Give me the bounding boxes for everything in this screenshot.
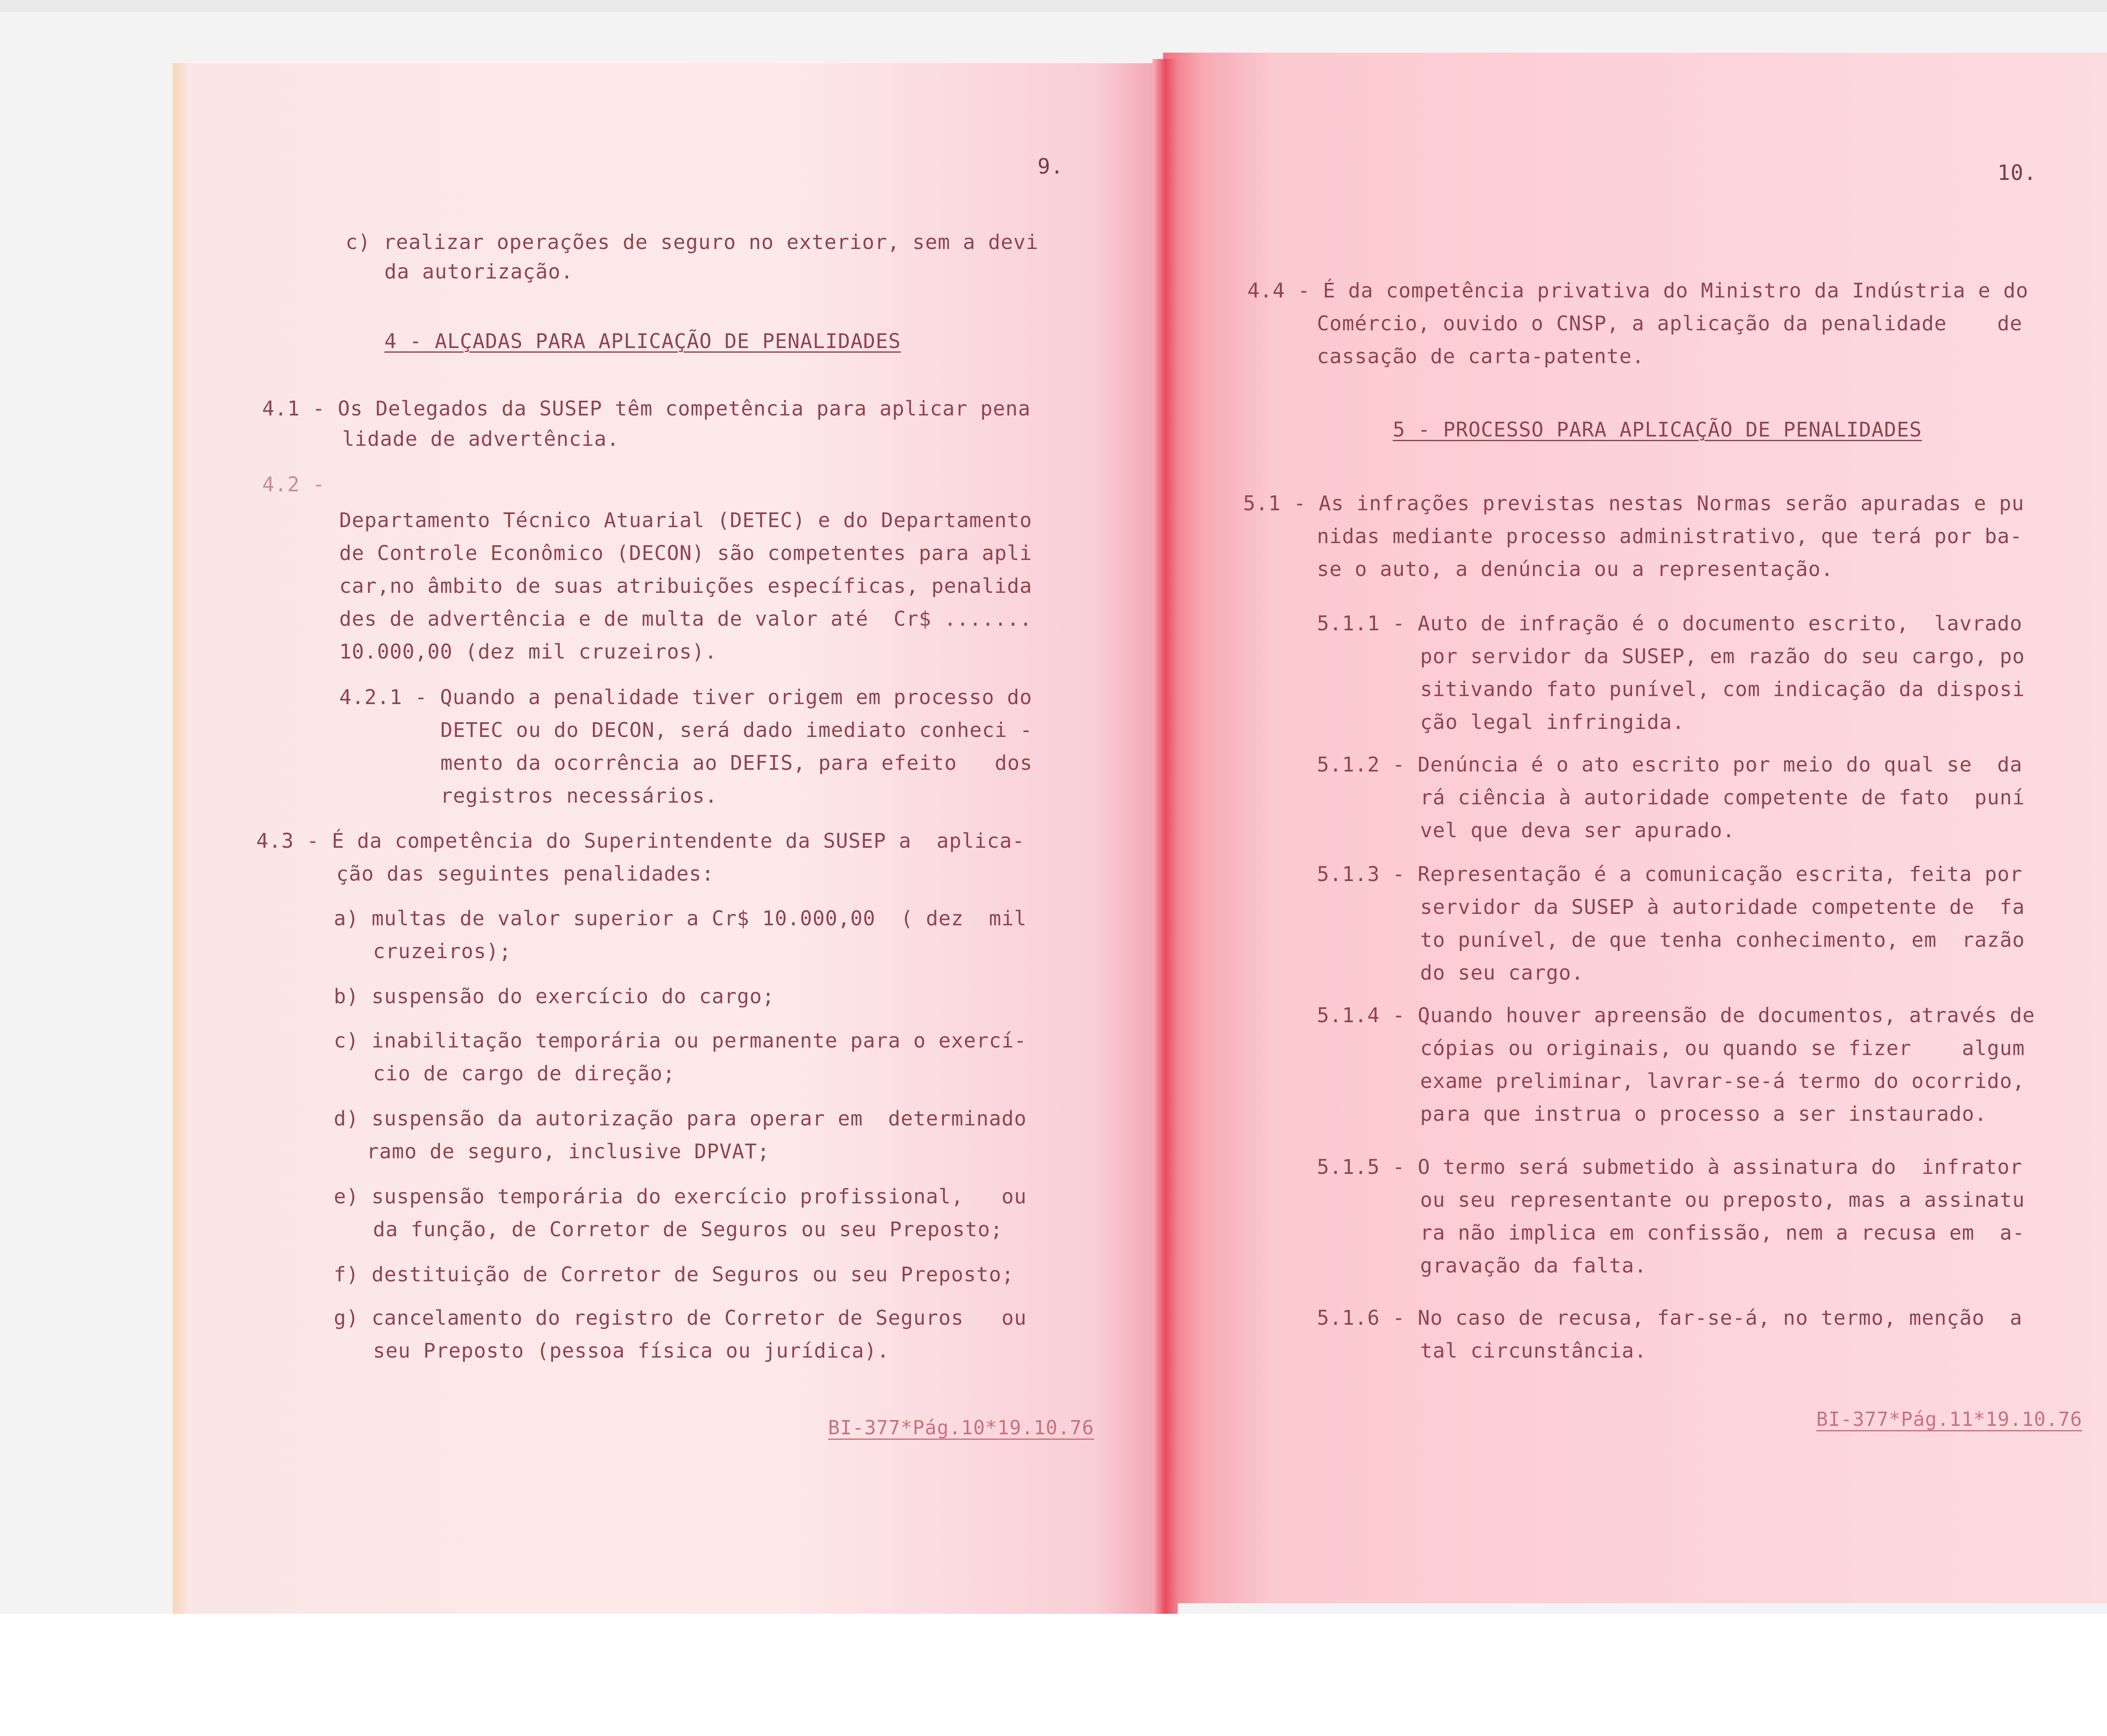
left-line: 4.1 - Os Delegados da SUSEP têm competência para aplicar pena [262, 397, 1031, 421]
right-page-number: 10. [1997, 161, 2037, 185]
left-line: a) multas de valor superior a Cr$ 10.000,00 ( dez mil [334, 907, 1027, 930]
right-line: do seu cargo. [1420, 961, 1584, 985]
right-line: exame preliminar, lavrar-se-á termo do ocorrido, [1420, 1069, 2025, 1093]
left-line: c) realizar operações de seguro no exterior, sem a devi [346, 230, 1039, 254]
right-line: ra não implica em confissão, nem a recusa em a- [1420, 1221, 2025, 1245]
left-line: da autorização. [384, 260, 574, 284]
right-line: 5.1.6 - No caso de recusa, far-se-á, no termo, menção a [1317, 1306, 2023, 1330]
left-line: ramo de seguro, inclusive DPVAT; [367, 1140, 770, 1163]
right-page-footer: BI-377*Pág.11*19.10.76 [1816, 1408, 2083, 1431]
left-line: c) inabilitação temporária ou permanente para o exercí- [334, 1029, 1027, 1053]
left-line: cio de cargo de direção; [373, 1062, 676, 1085]
right-line: 5.1 - As infrações previstas nestas Normas serão apuradas e pu [1243, 492, 2024, 515]
right-line: rá ciência à autoridade competente de fato puní [1420, 786, 2025, 809]
left-line: registros necessários. [440, 784, 718, 808]
left-line: f) destituição de Corretor de Seguros ou seu Preposto; [334, 1263, 1014, 1286]
left-line: DETEC ou do DECON, será dado imediato conheci - [440, 718, 1033, 742]
right-line: para que instrua o processo a ser instaurado. [1420, 1102, 1987, 1126]
right-line: ção legal infringida. [1420, 710, 1685, 734]
right-line: nidas mediante processo administrativo, que terá por ba- [1317, 525, 2023, 548]
scan-top-edge [0, 0, 2107, 12]
right-line: Comércio, ouvido o CNSP, a aplicação da penalidade de [1317, 312, 2023, 335]
left-line: mento da ocorrência ao DEFIS, para efeito dos [440, 751, 1033, 775]
right-line: cassação de carta-patente. [1317, 345, 1645, 368]
left-line: d) suspensão da autorização para operar em determinado [334, 1107, 1027, 1131]
book-spine [1153, 59, 1178, 1614]
left-line: seu Preposto (pessoa física ou jurídica). [373, 1339, 890, 1363]
left-line: e) suspensão temporária do exercício profissional, ou [334, 1185, 1027, 1208]
right-line: tal circunstância. [1420, 1339, 1647, 1363]
left-line: des de advertência e de multa de valor até Cr$ ....... [339, 607, 1032, 631]
left-line: 4.2.1 - Quando a penalidade tiver origem em processo do [339, 686, 1032, 709]
right-line: vel que deva ser apurado. [1420, 819, 1735, 842]
right-line: por servidor da SUSEP, em razão do seu cargo, po [1420, 645, 2025, 668]
right-line: ou seu representante ou preposto, mas a assinatu [1420, 1188, 2025, 1212]
scan-bottom-margin [0, 1614, 2107, 1736]
right-line: 5.1.4 - Quando houver apreensão de documentos, através de [1317, 1004, 2035, 1027]
section-heading: 4 - ALÇADAS PARA APLICAÇÃO DE PENALIDADES [384, 330, 901, 353]
left-line: 10.000,00 (dez mil cruzeiros). [339, 640, 717, 664]
left-line: ção das seguintes penalidades: [336, 862, 714, 886]
left-line: 4.2 - [262, 473, 325, 496]
right-line: cópias ou originais, ou quando se fizer algum [1420, 1037, 2025, 1060]
left-page-footer: BI-377*Pág.10*19.10.76 [828, 1416, 1094, 1439]
left-line: Departamento Técnico Atuarial (DETEC) e do Departamento [339, 509, 1032, 532]
section-heading: 5 - PROCESSO PARA APLICAÇÃO DE PENALIDADES [1393, 418, 1922, 442]
right-line: 5.1.2 - Denúncia é o ato escrito por meio do qual se da [1317, 753, 2023, 777]
left-line: de Controle Econômico (DECON) são competentes para apli [339, 541, 1032, 565]
left-line: car,no âmbito de suas atribuições específicas, penalida [339, 574, 1032, 598]
right-line: se o auto, a denúncia ou a representação. [1317, 557, 1834, 581]
right-line: 5.1.1 - Auto de infração é o documento escrito, lavrado [1317, 612, 2023, 635]
right-line: 5.1.5 - O termo será submetido à assinatura do infrator [1317, 1155, 2023, 1179]
left-line: 4.3 - É da competência do Superintendente da SUSEP a aplica- [256, 829, 1025, 853]
left-line: cruzeiros); [373, 940, 512, 963]
left-line: b) suspensão do exercício do cargo; [334, 985, 775, 1008]
left-line: da função, de Corretor de Seguros ou seu Preposto; [373, 1218, 1003, 1241]
right-line: gravação da falta. [1420, 1254, 1647, 1278]
right-line: 4.4 - É da competência privativa do Ministro da Indústria e do [1247, 279, 2029, 303]
left-page-number: 9. [1037, 154, 1064, 179]
left-line: g) cancelamento do registro de Corretor de Seguros ou [334, 1306, 1027, 1330]
right-line: servidor da SUSEP à autoridade competente de fa [1420, 895, 2025, 919]
right-line: 5.1.3 - Representação é a comunicação escrita, feita por [1317, 863, 2023, 886]
left-line: lidade de advertência. [342, 427, 619, 451]
right-line: to punível, de que tenha conhecimento, em razão [1420, 928, 2025, 952]
right-line: sitivando fato punível, com indicação da disposi [1420, 678, 2025, 701]
